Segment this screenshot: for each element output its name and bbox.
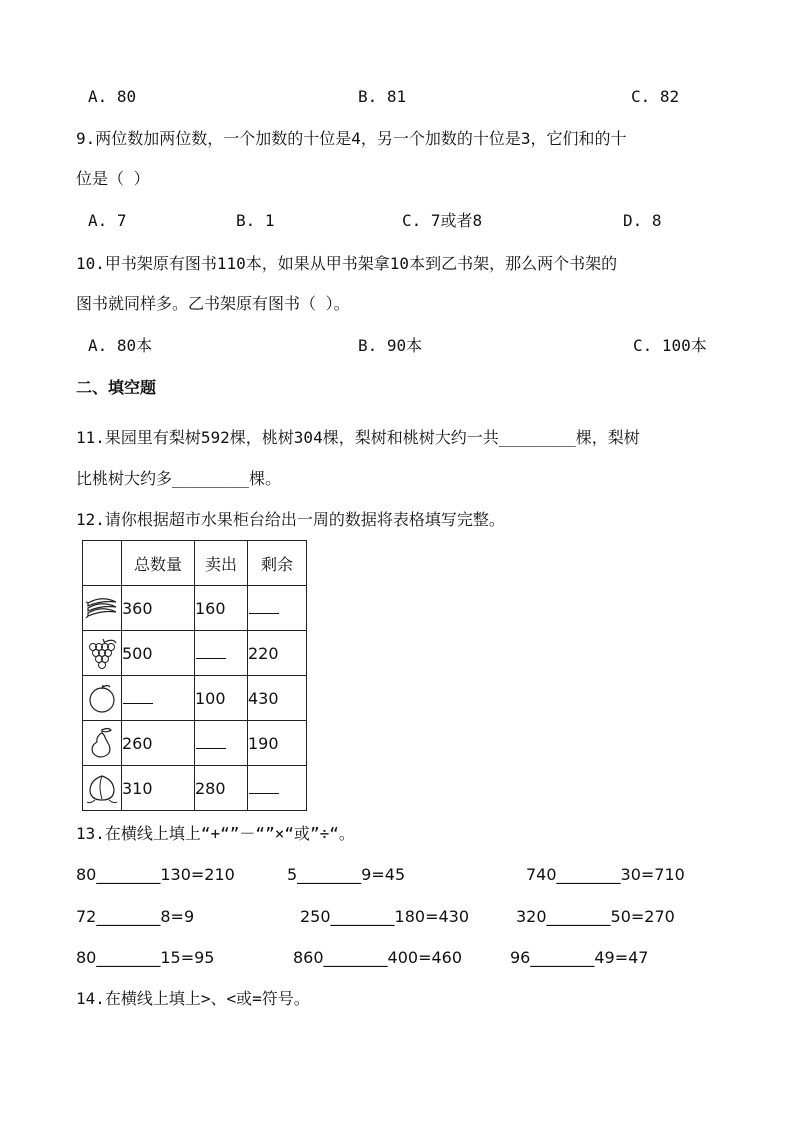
peach-icon	[83, 766, 122, 811]
q9-option-c: C. 7或者8	[402, 211, 483, 230]
q9-option-b: B. 1	[236, 211, 275, 230]
q13-text: 13.在横线上填上“+“”－“”×“或”÷“。	[76, 824, 355, 843]
answer-blank[interactable]	[248, 586, 307, 631]
cell-total: 310	[122, 766, 195, 811]
q11-line-2: 比桃树大约多________棵。	[76, 469, 282, 488]
q8-option-c: C. 82	[631, 87, 680, 106]
q9-line-2: 位是（ ）	[76, 169, 150, 188]
q10-line-1: 10.甲书架原有图书110本，如果从甲书架拿10本到乙书架，那么两个书架的	[76, 254, 618, 273]
q11-line-1: 11.果园里有梨树592棵，桃树304棵，梨树和桃树大约一共________棵，梨树	[76, 428, 640, 447]
equation: 80________130=210	[76, 865, 235, 884]
q9-option-d: D. 8	[623, 211, 662, 230]
answer-blank[interactable]	[122, 676, 195, 721]
table-row	[83, 766, 307, 811]
q8-option-a: A. 80	[88, 87, 137, 106]
cell-sold: 160	[195, 586, 248, 631]
table-row	[83, 721, 307, 766]
q12-text: 12.请你根据超市水果柜台给出一周的数据将表格填写完整。	[76, 510, 505, 529]
q8-option-b: B. 81	[358, 87, 407, 106]
banana-icon	[83, 586, 122, 631]
equation: 250________180=430	[300, 907, 470, 926]
q10-option-c: C. 100本	[633, 336, 707, 355]
cell-sold: 280	[195, 766, 248, 811]
table-row	[83, 631, 307, 676]
equation: 320________50=270	[516, 907, 675, 926]
apple-icon	[83, 676, 122, 721]
cell-left: 190	[248, 721, 307, 766]
answer-blank[interactable]	[195, 631, 248, 676]
header-corner	[83, 541, 122, 586]
answer-blank[interactable]	[195, 721, 248, 766]
cell-total: 260	[122, 721, 195, 766]
cell-left: 430	[248, 676, 307, 721]
answer-blank[interactable]	[248, 766, 307, 811]
equation: 80________15=95	[76, 948, 215, 967]
cell-sold: 100	[195, 676, 248, 721]
q10-line-2: 图书就同样多。乙书架原有图书（ ）。	[76, 294, 350, 313]
section-title: 二、填空题	[76, 378, 157, 397]
cell-left: 220	[248, 631, 307, 676]
pear-icon	[83, 721, 122, 766]
equation: 860________400=460	[293, 948, 463, 967]
header-sold: 卖出	[195, 541, 248, 586]
q10-option-b: B. 90本	[358, 336, 423, 355]
cell-total: 360	[122, 586, 195, 631]
equation: 96________49=47	[510, 948, 649, 967]
cell-total: 500	[122, 631, 195, 676]
table-row	[83, 676, 307, 721]
header-left: 剩余	[248, 541, 307, 586]
header-total: 总数量	[122, 541, 195, 586]
q9-line-1: 9.两位数加两位数，一个加数的十位是4，另一个加数的十位是3，它们和的十	[76, 129, 627, 148]
equation: 740________30=710	[526, 865, 685, 884]
table-row	[83, 586, 307, 631]
q9-option-a: A. 7	[88, 211, 127, 230]
q14-text: 14.在横线上填上>、<或=符号。	[76, 989, 310, 1008]
equation: 5________9=45	[287, 865, 406, 884]
equation: 72________8=9	[76, 907, 195, 926]
table-header-row	[83, 541, 307, 586]
fruit-table	[82, 540, 307, 811]
grapes-icon	[83, 631, 122, 676]
q10-option-a: A. 80本	[88, 336, 153, 355]
